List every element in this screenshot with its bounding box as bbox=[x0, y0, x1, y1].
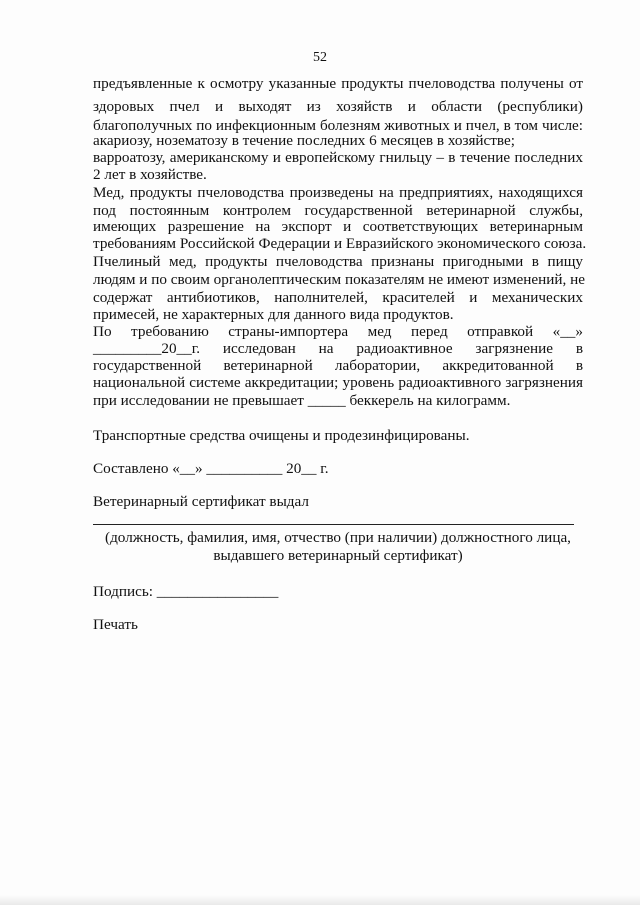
transport-statement: Транспортные средства очищены и продезинфицированы. bbox=[93, 427, 470, 444]
official-name-line bbox=[93, 524, 574, 525]
body-line-6: 2 лет в хозяйстве. bbox=[93, 166, 207, 183]
body-line-18: национальной системе аккредитации; уровень радиоактивного загрязнения bbox=[93, 374, 583, 391]
body-line-3: благополучных по инфекционным болезням животных и пчел, в том числе: bbox=[93, 117, 583, 134]
body-line-12: людям и по своим органолептическим показателям не имеют изменений, не bbox=[93, 271, 585, 288]
body-line-5: варроатозу, американскому и европейскому гнильцу – в течение последних bbox=[93, 149, 583, 166]
body-line-8: под постоянным контролем государственной ветеринарной службы, bbox=[93, 202, 583, 219]
body-line-2: здоровых пчел и выходят из хозяйств и области (республики) bbox=[93, 98, 583, 115]
body-line-11: Пчелиный мед, продукты пчеловодства признаны пригодными в пищу bbox=[93, 253, 583, 270]
page-number: 52 bbox=[313, 50, 327, 65]
official-caption-line-1: (должность, фамилия, имя, отчество (при наличии) должностного лица, bbox=[105, 529, 571, 546]
official-caption-line-2: выдавшего ветеринарный сертификат) bbox=[213, 547, 463, 564]
body-line-13: содержат антибиотиков, наполнителей, красителей и механических bbox=[93, 289, 583, 306]
page-bottom-edge bbox=[0, 895, 640, 905]
body-line-9: имеющих разрешение на экспорт и соответствующих ветеринарным bbox=[93, 218, 583, 235]
seal-label: Печать bbox=[93, 616, 138, 633]
body-line-10: требованиям Российской Федерации и Евразийского экономического союза. bbox=[93, 235, 587, 252]
body-line-16: _________20__г. исследован на радиоактивное загрязнение в bbox=[93, 340, 583, 357]
compiled-date-line: Составлено «__» __________ 20__ г. bbox=[93, 460, 329, 477]
body-line-14: примесей, не характерных для данного вида продуктов. bbox=[93, 306, 454, 323]
issued-by-label: Ветеринарный сертификат выдал bbox=[93, 493, 309, 510]
body-line-19: при исследовании не превышает _____ беккерель на килограмм. bbox=[93, 392, 511, 409]
body-line-4: акариозу, нозематозу в течение последних 6 месяцев в хозяйстве; bbox=[93, 132, 515, 149]
body-line-7: Мед, продукты пчеловодства произведены на предприятиях, находящихся bbox=[93, 184, 583, 201]
body-line-1: предъявленные к осмотру указанные продукты пчеловодства получены от bbox=[93, 75, 583, 92]
body-line-15: По требованию страны-импортера мед перед отправкой «__» bbox=[93, 323, 583, 340]
body-line-17: государственной ветеринарной лаборатории, аккредитованной в bbox=[93, 357, 583, 374]
signature-label: Подпись: ________________ bbox=[93, 583, 279, 600]
